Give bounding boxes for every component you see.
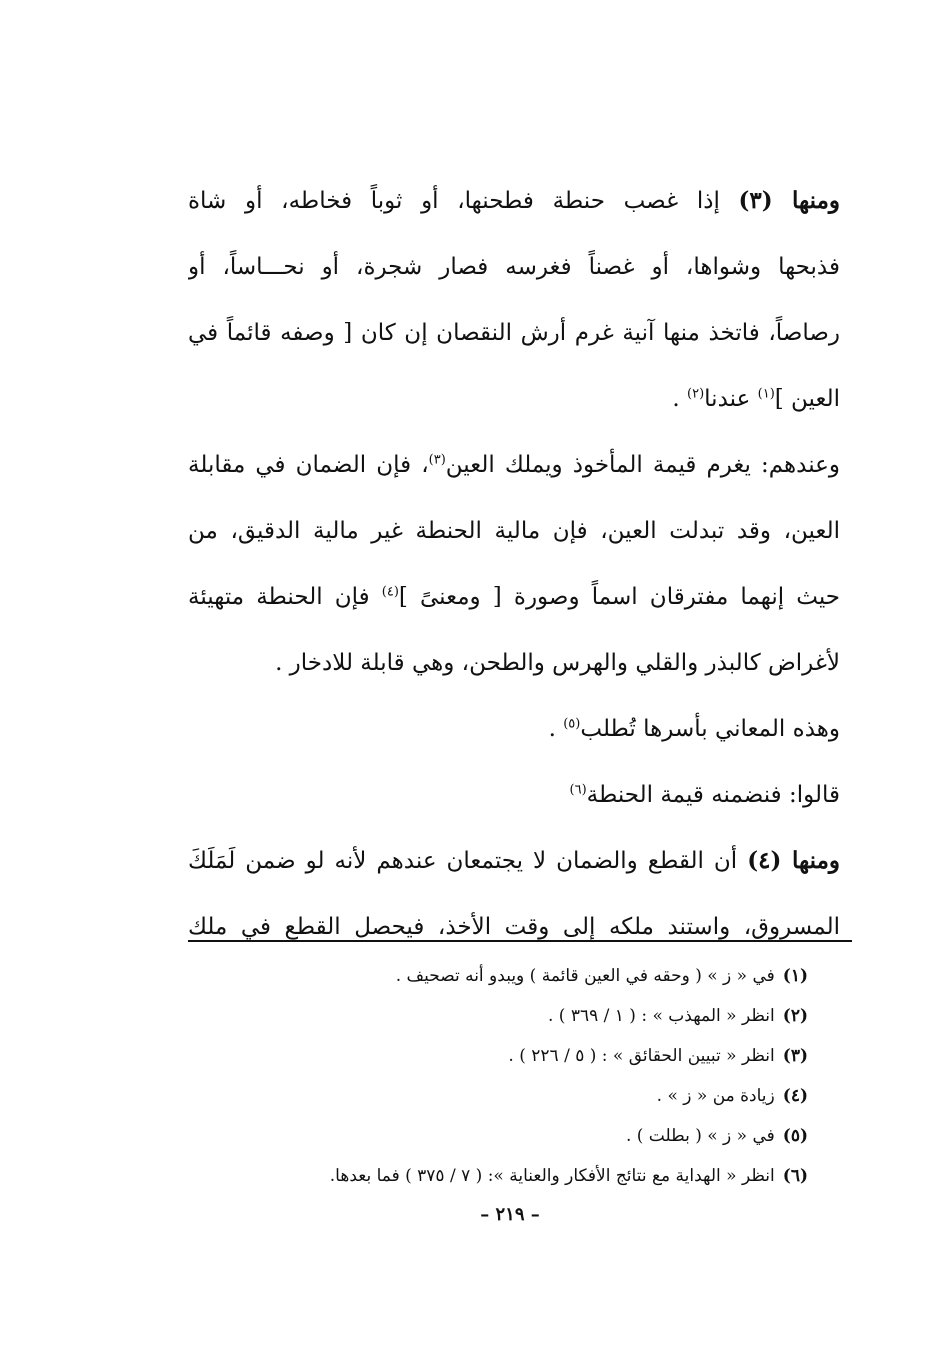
line-text: فإن الحنطة متهيئة	[188, 584, 382, 610]
footnote-text: انظر « المهذب » : ( ١ / ٣٦٩ ) .	[547, 1006, 775, 1026]
line-text: المسروق، واستند ملكه إلى وقت الأخذ، فيحصل القطع في ملك	[188, 914, 840, 940]
line-text: أن القطع والضمان لا يجتمعان عندهم لأنه لو ضمن لَمَلَكَ	[188, 848, 738, 874]
footnote	[188, 996, 808, 1036]
footnote-marker: (٣)	[428, 452, 446, 468]
footnote-number: (٣)	[782, 1046, 808, 1066]
footnote-marker: (٢)	[687, 386, 705, 402]
footnote	[188, 1156, 808, 1196]
footnote-number: (٦)	[782, 1166, 808, 1186]
footnote-text: انظر « تبيين الحقائق » : ( ٥ / ٢٢٦ ) .	[508, 1046, 775, 1066]
line-text: العين، وقد تبدلت العين، فإن مالية الحنطة غير مالية الدقيق، من	[188, 518, 840, 544]
footnote-text: في « ز » ( بطلت ) .	[625, 1126, 775, 1146]
line-text: لأغراض كالبذر والقلي والهرس والطحن، وهي قابلة للادخار .	[275, 650, 840, 676]
footnote-text: في « ز » ( وحقه في العين قائمة ) ويبدو أنه تصحيف .	[395, 966, 775, 986]
footnote-text: انظر « الهداية مع نتائج الأفكار والعناية »: ( ٧ / ٣٧٥ ) فما بعدها.	[329, 1166, 775, 1186]
line-text: وعندهم: يغرم قيمة المأخوذ ويملك العين	[445, 452, 840, 478]
footnote-number: (١)	[782, 966, 808, 986]
footnote-marker: (٥)	[563, 716, 581, 732]
line-text: حيث إنهما مفترقان اسماً وصورة [ ومعنىً ]	[398, 584, 840, 610]
text-line	[188, 498, 840, 564]
line-text: وهذه المعاني بأسرها تُطلب	[580, 716, 840, 742]
page-number: – ٢١٩ –	[480, 1204, 540, 1225]
footnote-divider	[188, 940, 852, 942]
text-line	[188, 696, 840, 762]
line-text: قالوا: فنضمنه قيمة الحنطة	[586, 782, 840, 808]
text-line	[188, 234, 840, 300]
text-line	[188, 300, 840, 366]
footnote-marker: (٦)	[569, 782, 587, 798]
text-line	[188, 762, 840, 828]
line-text: رصاصاً، فاتخذ منها آنية غرم أرش النقصان إن كان [ وصفه قائماً في	[188, 320, 840, 346]
footnote-marker: (٤)	[381, 584, 399, 600]
text-line	[188, 564, 840, 630]
line-text: العين ]	[774, 386, 840, 412]
text-line	[188, 894, 840, 960]
footnote	[188, 956, 808, 996]
line-text: إذا غصب حنطة فطحنها، أو ثوباً فخاطه، أو شاة	[188, 188, 720, 214]
line-text: فذبحها وشواها، أو غصناً فغرسه فصار شجرة، أو نحـــاساً، أو	[188, 254, 840, 280]
text-line	[188, 432, 840, 498]
footnotes	[188, 956, 808, 1196]
footnote-number: (٢)	[782, 1006, 808, 1026]
line-text: ، فإن الضمان في مقابلة	[188, 452, 429, 478]
section-lead: ومنها (٤)	[747, 847, 840, 874]
footnote-number: (٥)	[782, 1126, 808, 1146]
line-text: عندنا	[704, 386, 758, 412]
footnote	[188, 1076, 808, 1116]
footnote	[188, 1036, 808, 1076]
footnote-marker: (١)	[757, 386, 775, 402]
footnote-text: زيادة من « ز » .	[656, 1086, 775, 1106]
text-line	[188, 630, 840, 696]
text-line	[188, 828, 840, 894]
footnote	[188, 1116, 808, 1156]
text-line	[188, 168, 840, 234]
footnote-number: (٤)	[782, 1086, 808, 1106]
line-text: .	[672, 386, 688, 412]
main-text	[188, 168, 840, 960]
line-text: .	[548, 716, 564, 742]
text-line	[188, 366, 840, 432]
section-lead: ومنها (٣)	[738, 187, 840, 214]
